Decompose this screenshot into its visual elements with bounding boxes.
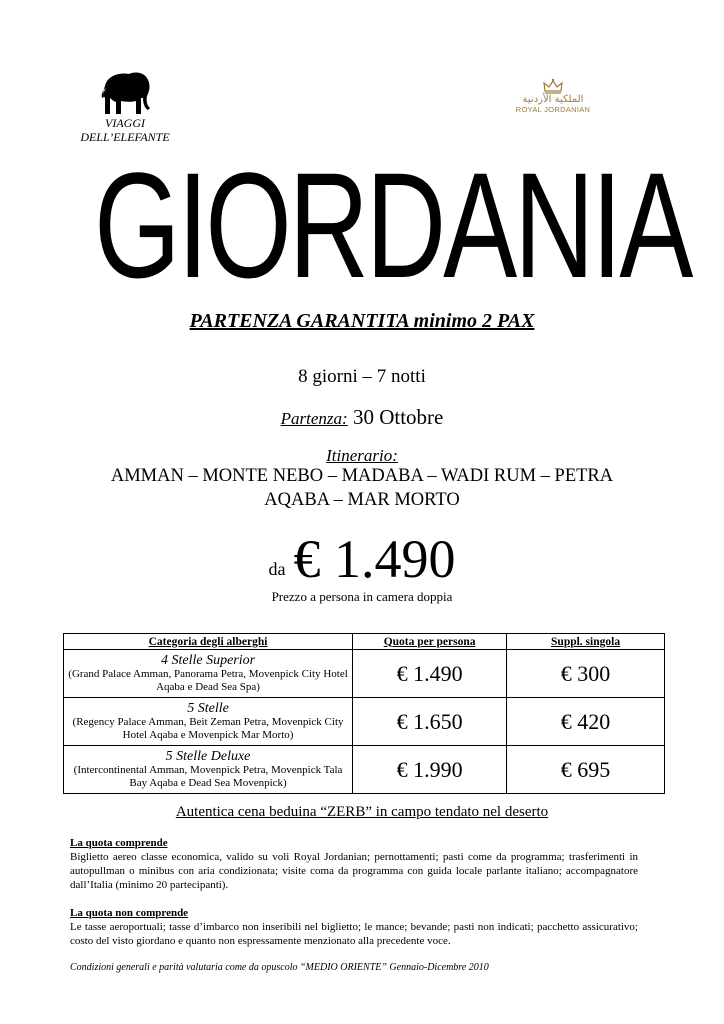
trip-duration: 8 giorni – 7 notti	[298, 366, 426, 387]
page-title: GIORDANIA	[94, 141, 691, 309]
footer-note: Condizioni generali e parità valutaria come da opuscolo “MEDIO ORIENTE” Gennaio-Dicembre 2010	[70, 962, 489, 973]
table-row	[64, 698, 665, 746]
table-header-row	[64, 634, 665, 650]
excludes-section	[70, 906, 638, 948]
airline-logo	[515, 78, 591, 118]
includes-text: Biglietto aereo classe economica, valido su voli Royal Jordanian; pernottamenti; pasti come da programma; trasferimenti in autopullman o minibus con aria condizionata; visite coma da programma con guida locale parlante italiano; accompagnatore dall’Italia (minimo 20 partecipanti).	[70, 851, 638, 891]
dinner-highlight: Autentica cena beduina “ZERB” in campo tendato nel deserto	[175, 804, 549, 820]
price-table	[63, 633, 665, 794]
elephant-icon	[95, 68, 153, 116]
departure-line	[0, 405, 724, 430]
quota-cell: € 1.990	[353, 746, 507, 794]
suppl-cell: € 695	[507, 746, 665, 794]
header-quota: Quota per persona	[353, 634, 507, 650]
hotel-list: (Grand Palace Amman, Panorama Petra, Movenpick City Hotel Aqaba e Dead Sea Spa)	[68, 668, 348, 693]
header-category: Categoria degli alberghi	[64, 634, 353, 650]
includes-heading: La quota comprende	[70, 837, 168, 849]
header-suppl: Suppl. singola	[507, 634, 665, 650]
itinerary-line-1: AMMAN – MONTE NEBO – MADABA – WADI RUM – PETRA	[110, 466, 614, 486]
includes-section	[70, 836, 638, 892]
suppl-cell: € 300	[507, 650, 665, 698]
quota-cell: € 1.490	[353, 650, 507, 698]
itinerary-label: Itinerario:	[326, 446, 398, 465]
table-row	[64, 650, 665, 698]
hotel-cell	[64, 698, 353, 746]
suppl-cell: € 420	[507, 698, 665, 746]
price-amount: € 1.490	[293, 529, 456, 589]
hotel-cell	[64, 746, 353, 794]
agency-logo-text	[60, 116, 190, 144]
itinerary-line-2: AQABA – MAR MORTO	[264, 490, 460, 510]
agency-name-line1: VIAGGI	[105, 116, 145, 130]
hotel-cell	[64, 650, 353, 698]
airline-arabic-name: الملكية الأردنية	[522, 94, 584, 105]
excludes-heading: La quota non comprende	[70, 907, 189, 919]
subtitle: PARTENZA GARANTITA minimo 2 PAX	[189, 310, 535, 332]
excludes-text: Le tasse aeroportuali; tasse d’imbarco non inseribili nel biglietto; le mance; bevande; pasti non indicati; pacchetto assicurativo; costo del visto giordano e quanto non espressamente menzionato alla precedente voce.	[70, 921, 638, 947]
table-row	[64, 746, 665, 794]
agency-name-line2: DELL’ELEFANTE	[80, 130, 170, 144]
price-note: Prezzo a persona in camera doppia	[271, 589, 453, 604]
hotel-list: (Intercontinental Amman, Movenpick Petra, Movenpick Tala Bay Aqaba e Dead Sea Movenpick)	[73, 764, 343, 789]
quota-cell: € 1.650	[353, 698, 507, 746]
hotel-list: (Regency Palace Amman, Beit Zeman Petra, Movenpick City Hotel Aqaba e Movenpick Mar Morto)	[72, 716, 344, 741]
price-prefix: da	[268, 559, 286, 579]
departure-date: 30 Ottobre	[352, 405, 444, 429]
crown-icon	[542, 78, 564, 94]
hotel-category: 4 Stelle Superior	[160, 653, 256, 668]
hotel-category: 5 Stelle	[187, 701, 229, 716]
airline-name: ROYAL JORDANIAN	[515, 105, 591, 114]
hotel-category: 5 Stelle Deluxe	[165, 749, 251, 764]
departure-label: Partenza:	[280, 409, 348, 428]
